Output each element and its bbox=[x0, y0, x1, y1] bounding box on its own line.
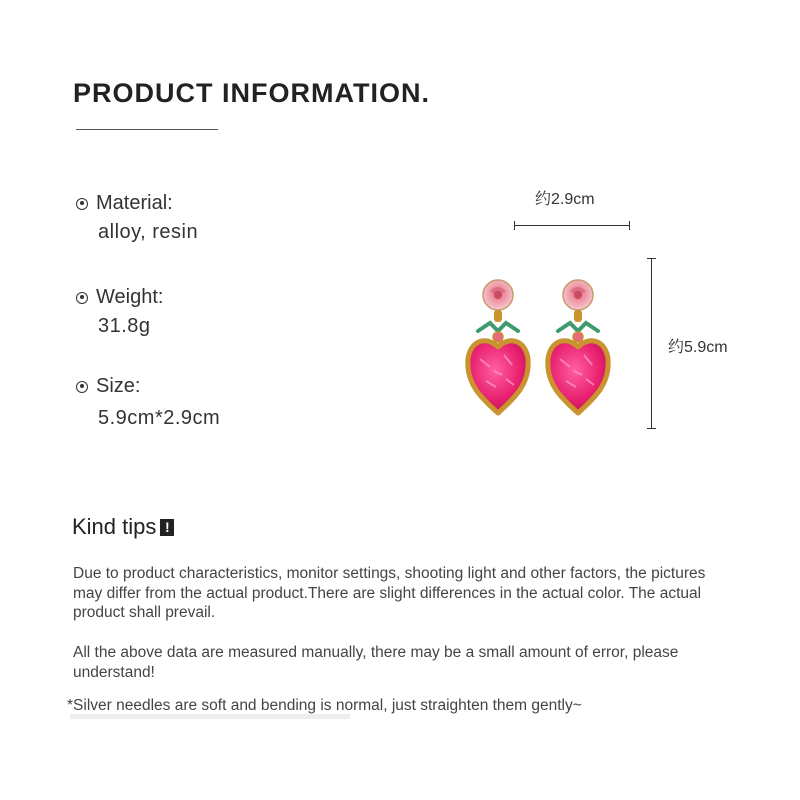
spec-label: Size: bbox=[96, 375, 141, 397]
page-title: PRODUCT INFORMATION. bbox=[73, 78, 430, 108]
spec-weight bbox=[76, 286, 163, 338]
spec-value: 5.9cm*2.9cm bbox=[98, 407, 221, 429]
tips-note: *Silver needles are soft and bending is normal, just straighten them gently~ bbox=[67, 697, 582, 714]
spec-label: Material: bbox=[96, 192, 173, 214]
spec-value: 31.8g bbox=[98, 315, 151, 337]
tips-heading-text: Kind tips bbox=[72, 514, 157, 539]
height-dimension-line bbox=[651, 258, 652, 429]
earring-right bbox=[548, 280, 608, 413]
tips-paragraph-2: All the above data are measured manually, there may be a small amount of error, please understand! bbox=[73, 644, 679, 681]
earrings-image bbox=[460, 275, 640, 420]
earring-left bbox=[468, 280, 528, 413]
bullet-icon bbox=[76, 292, 88, 304]
width-dimension-label: 约2.9cm bbox=[535, 191, 595, 208]
bullet-icon bbox=[76, 381, 88, 393]
spec-value: alloy, resin bbox=[98, 221, 199, 243]
exclamation-icon: ! bbox=[160, 519, 174, 536]
spec-label: Weight: bbox=[96, 286, 164, 308]
spec-size bbox=[76, 375, 220, 430]
height-dimension-tick bbox=[647, 428, 656, 429]
width-dimension-tick bbox=[629, 221, 630, 230]
width-dimension-tick bbox=[514, 221, 515, 230]
bullet-icon bbox=[76, 198, 88, 210]
title-divider bbox=[76, 129, 218, 130]
spec-material bbox=[76, 192, 198, 244]
width-dimension-line bbox=[514, 225, 630, 226]
tips-heading bbox=[72, 514, 174, 540]
height-dimension-label: 约5.9cm bbox=[668, 339, 728, 356]
tips-paragraph-1: Due to product characteristics, monitor settings, shooting light and other factors, the pictures may differ from the actual product.There are slight differences in the actual color. The actual product shall prevail. bbox=[73, 565, 706, 621]
height-dimension-tick bbox=[647, 258, 656, 259]
